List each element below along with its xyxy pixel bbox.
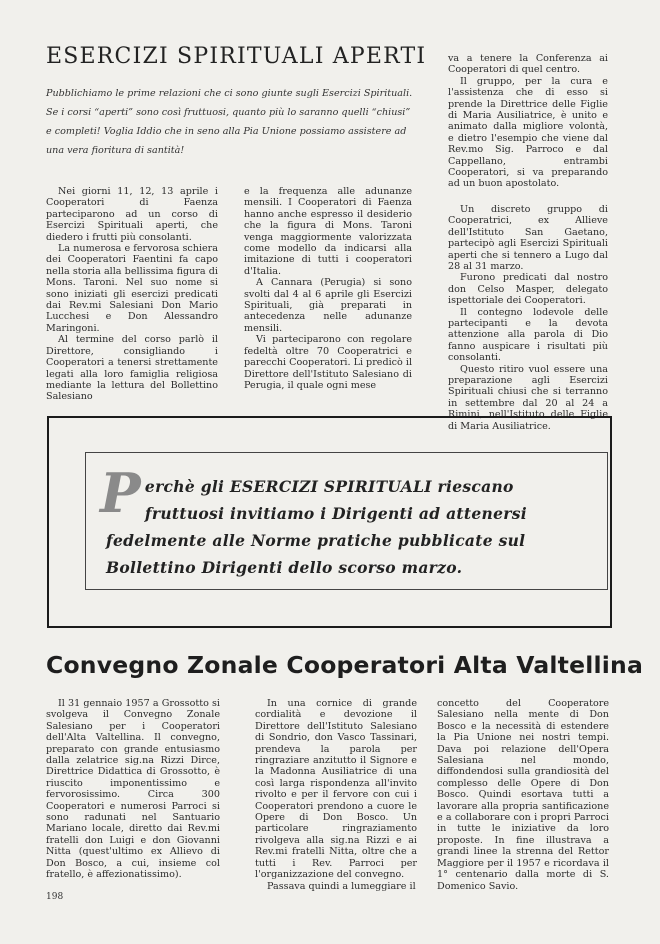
paragraph: A Cannara (Perugia) si sono svolti dal 4 al 6 aprile gli Esercizi Spirituali, già preparati in antecedenza nelle adunanze mensili.: [244, 277, 412, 334]
paragraph: Passava quindi a lumeggiare il: [267, 880, 416, 892]
article-intro: Pubblichiamo le prime relazioni che ci sono giunte sugli Esercizi Spirituali. Se i corsi “aperti” sono così fruttuosi, quanto più lo saranno quelli “chiusi” e completi! Voglia Iddio che in seno alla Pia Unione possiamo assistere ad una vera fioritura di santità!: [46, 88, 413, 156]
paragraph: Il 31 gennaio 1957 a Grossotto si svolgeva il Convegno Zonale Salesiano per i Cooperatori dell'Alta Valtellina. Il convegno, preparato con grande entusiasmo dalla zelatrice sig.na Rizzi Dirce, Direttrice Didattica di Grossotto, è riuscito imponentissimo e fervorosissimo. Circa 300 Cooperatori e numerosi Parroci si sono radunati nel Santuario Mariano locale, diretto dai Rev.mi fratelli don Luigi e don Giovanni Nitta (quest'ultimo ex Allievo di Don Bosco, a cui, insieme col fratello, è affezionatissimo).: [46, 698, 220, 881]
article-column-1: [46, 186, 218, 403]
paragraph: concetto del Cooperatore Salesiano nella mente di Don Bosco e la necessità di estendere la Pia Unione nei nostri tempi. Dava poi relazione dell'Opera Salesiana nel mondo, diffondendosi sulla grandiosità del complesso delle Opere di Don Bosco. Quindi esortava tutti a lavorare alla propria santificazione e a collaborare con i propri Parroci in tutte le iniziative da loro proposte. In fine illustrava a grandi linee la strenna del Rettor Maggiore per il 1957 e ricordava il 1° centenario dalla morte di S. Domenico Savio.: [437, 698, 609, 892]
paragraph: Nei giorni 11, 12, 13 aprile i Cooperatori di Faenza parteciparono ad un corso di Esercizi Spirituali aperti, che diedero i frutti più consolanti.: [46, 186, 218, 243]
paragraph: va a tenere la Conferenza ai Cooperatori di quel centro.: [448, 53, 608, 76]
paragraph: In una cornice di grande cordialità e devozione il Direttore dell'Istituto Salesiano di Sondrio, don Vasco Tassinari, prendeva la parola per ringraziare anzitutto il Signore e la Madonna Ausiliatrice di una così larga rispondenza all'invito rivolto e per il fervore con cui i Cooperatori prendono a cuore le Opere di Don Bosco. Un particolare ringraziamento rivolgeva alla sig.na Rizzi e ai Rev.mi fratelli Nitta, oltre che a tutti i Rev. Parroci per l'organizzazione del convegno.: [255, 698, 417, 881]
paragraph: Furono predicati dal nostro don Celso Masper, delegato ispettoriale dei Cooperatori.: [448, 272, 608, 307]
article2-column-3: [437, 698, 609, 892]
notice-box: [85, 452, 608, 590]
paragraph: Il gruppo, per la cura e l'assistenza che di esso si prende la Direttrice delle Figlie di Maria Ausiliatrice, è unito e animato dalla migliore volontà, e dietro l'esempio che viene dal Rev.mo Sig. Parroco e dal Cappellano, entrambi Cooperatori, si va preparando ad un buon apostolato.: [448, 75, 608, 190]
notice-text: erchè gli ESERCIZI SPIRITUALI riescano fruttuosi invitiamo i Dirigenti ad attenersi fedelmente alle Norme pratiche pubblicate sul Bollettino Dirigenti dello scorso marzo.: [106, 477, 527, 577]
paragraph: e la frequenza alle adunanze mensili. I Cooperatori di Faenza hanno anche espresso il desiderio che la figura di Mons. Taroni venga maggiormente valorizzata come modello da indicarsi alla imitazione di tutti i cooperatori d'Italia.: [244, 186, 412, 277]
article-column-3: [448, 53, 608, 432]
paragraph: Al termine del corso parlò il Direttore, consigliando i Cooperatori a tenersi strettamente legati alla loro famiglia religiosa mediante la lettura del Bollettino Salesiano: [46, 334, 218, 403]
paragraph: Vi parteciparono con regolare fedeltà oltre 70 Cooperatrici e parecchi Cooperatori. Li predicò il Direttore dell'Istituto Salesiano di Perugia, il quale ogni mese: [244, 334, 413, 391]
paragraph: Un discreto gruppo di Cooperatrici, ex Allieve dell'Istituto San Gaetano, partecipò agli Esercizi Spirituali aperti che si tennero a Lugo dal 28 al 31 marzo.: [448, 203, 608, 272]
article2-column-2: [255, 698, 417, 892]
article2-column-1: [46, 698, 220, 881]
paragraph: Il contegno lodevole delle partecipanti e la devota attenzione alla parola di Dio fanno auspicare i risultati più consolanti.: [448, 306, 608, 364]
page-number: 198: [46, 892, 64, 902]
article-column-2: [244, 186, 412, 391]
paragraph: La numerosa e fervorosa schiera dei Cooperatori Faentini fa capo nella storia alla bellissima figura di Mons. Taroni. Nel suo nome si sono iniziati gli esercizi predicati dai Rev.mi Salesiani Don Mario Lucchesi e Don Alessandro Maringoni.: [46, 243, 218, 334]
notice-dropcap: P: [100, 461, 141, 525]
paragraph: Questo ritiro vuol essere una preparazione agli Esercizi Spirituali chiusi che si terranno in settembre dal 20 al 24 a Rimini, nell'Istituto delle Figlie di Maria Ausiliatrice.: [448, 363, 608, 432]
article-title-2: Convegno Zonale Cooperatori Alta Valtellina: [46, 651, 644, 679]
article-title: ESERCIZI SPIRITUALI APERTI: [46, 44, 427, 69]
